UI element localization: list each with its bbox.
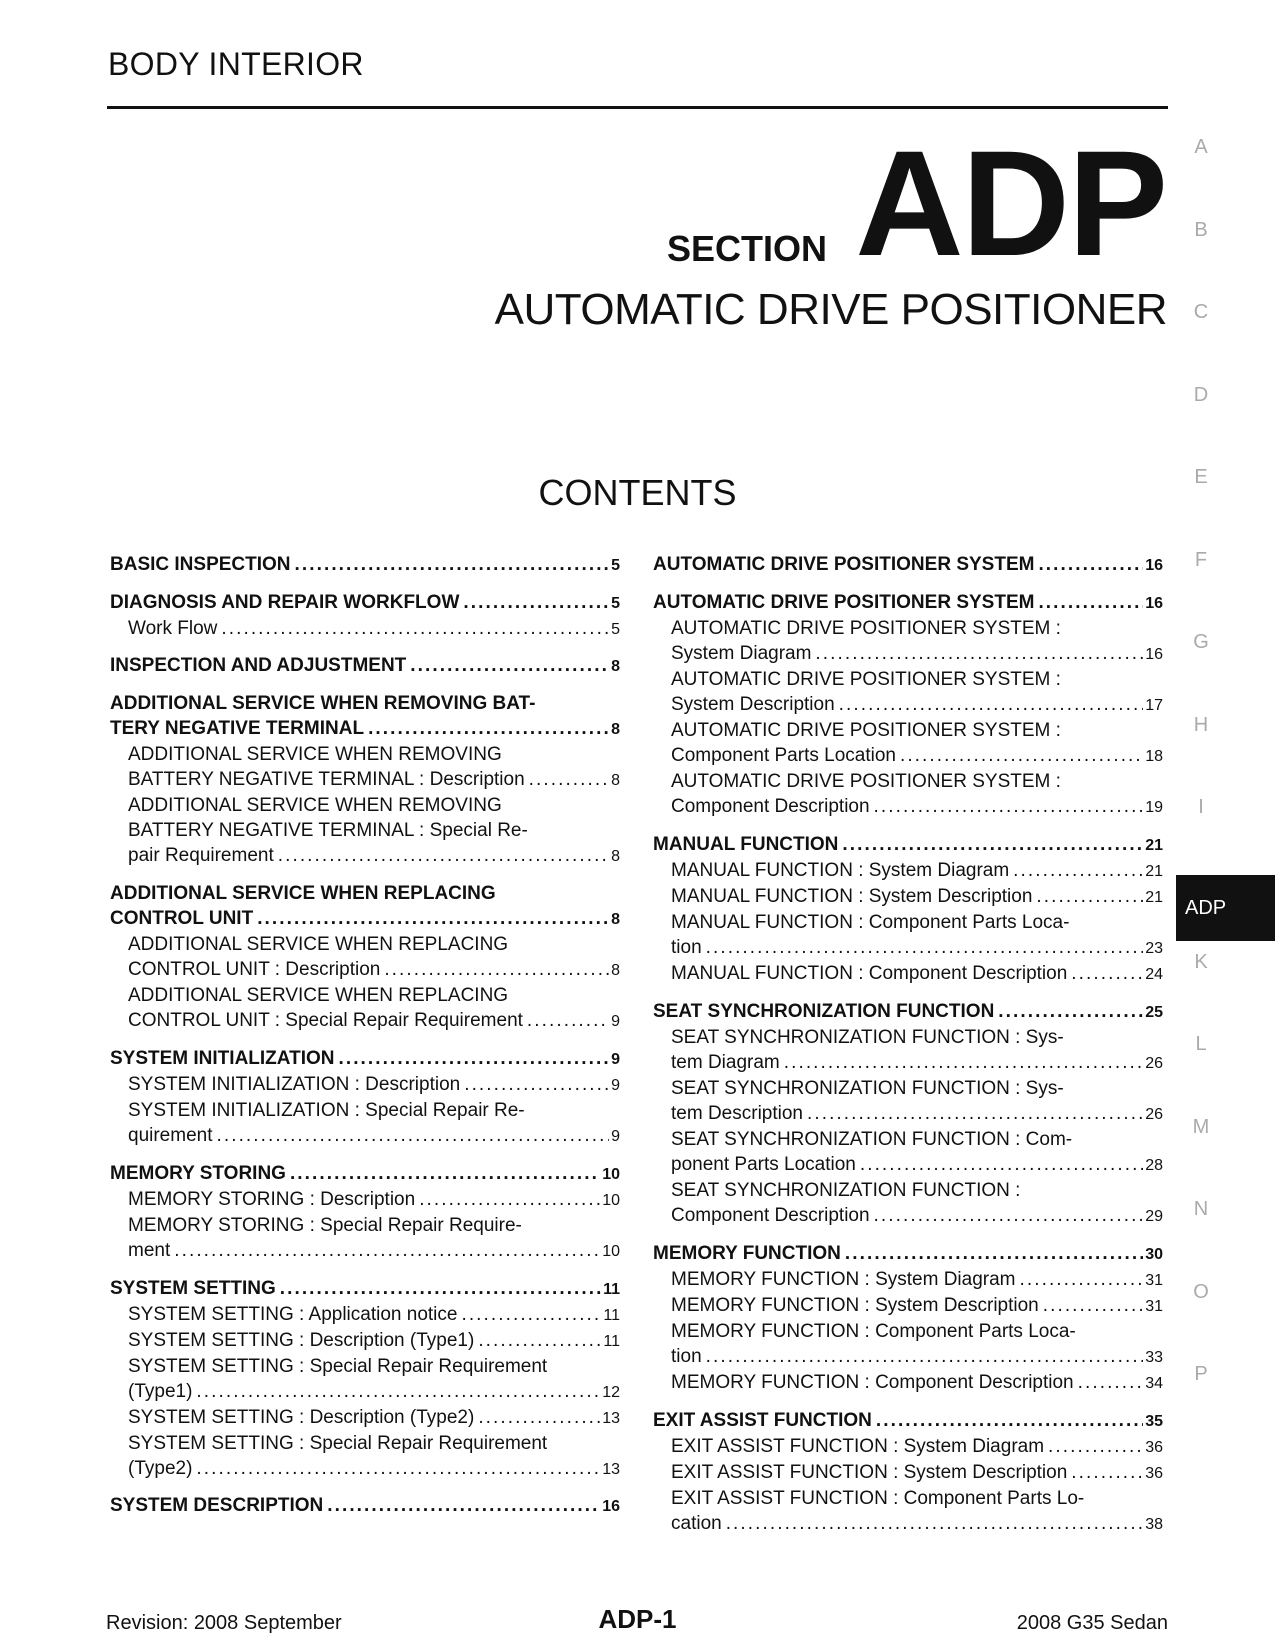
toc-entry[interactable]: [110, 616, 620, 642]
toc-entry-row: [671, 692, 1163, 718]
dot-leader: [334, 1046, 609, 1071]
toc-entry-text: SYSTEM DESCRIPTION: [110, 1495, 324, 1516]
toc-entry-text: SYSTEM SETTING : Description (Type1): [128, 1330, 475, 1351]
toc-entry-text: tem Description: [671, 1103, 803, 1124]
toc-entry-row: [671, 961, 1163, 987]
dot-leader: [870, 1203, 1144, 1228]
toc-entry[interactable]: [110, 742, 620, 793]
toc-entry-text: ADDITIONAL SERVICE WHEN REMOVING BAT-: [110, 693, 536, 714]
toc-page-number: 23: [1145, 940, 1163, 957]
toc-entry-text: SYSTEM SETTING : Special Repair Requirement: [128, 1433, 548, 1454]
toc-entry-text: MEMORY FUNCTION : Component Description: [671, 1372, 1074, 1393]
toc-entry[interactable]: [653, 1319, 1163, 1370]
toc-entry-text: SYSTEM INITIALIZATION : Description: [128, 1074, 461, 1095]
dot-leader: [274, 843, 609, 868]
toc-entry-row: [671, 1460, 1163, 1486]
toc-page-number: 10: [602, 1166, 620, 1183]
toc-entry-row: [128, 1328, 620, 1354]
toc-page-number: 18: [1145, 748, 1163, 765]
toc-entry-row: [128, 767, 620, 793]
toc-entry-row: [128, 1187, 620, 1213]
toc-entry[interactable]: [110, 1405, 620, 1431]
toc-entry-text: Component Parts Location: [671, 745, 896, 766]
toc-entry[interactable]: [110, 1046, 620, 1072]
toc-page-number: 13: [602, 1410, 620, 1427]
toc-entry-row: [110, 1493, 620, 1519]
section-tab-f[interactable]: F: [1194, 548, 1208, 571]
toc-entry-text: (Type1): [128, 1381, 193, 1402]
toc-entry-text: MANUAL FUNCTION : Component Description: [671, 963, 1068, 984]
dot-leader: [1044, 1434, 1143, 1459]
section-code: ADP: [855, 119, 1166, 287]
dot-leader: [474, 1405, 600, 1430]
section-tab-p[interactable]: P: [1194, 1363, 1208, 1385]
toc-entry[interactable]: [653, 1178, 1163, 1229]
section-tab-a[interactable]: A: [1194, 136, 1208, 158]
toc-entry-text: AUTOMATIC DRIVE POSITIONER SYSTEM :: [671, 669, 1061, 690]
toc-page-number: 29: [1145, 1208, 1163, 1225]
toc-entry-row: [653, 1241, 1163, 1267]
toc-entry-row: [110, 906, 620, 932]
toc-entry[interactable]: [653, 1434, 1163, 1460]
dot-leader: [896, 743, 1143, 768]
section-tab-d[interactable]: D: [1193, 383, 1209, 406]
toc-entry-row: [110, 1276, 620, 1302]
toc-entry[interactable]: [110, 1161, 620, 1187]
toc-page-number: 12: [602, 1384, 620, 1401]
toc-entry-row: [110, 653, 620, 679]
toc-entry[interactable]: [653, 832, 1163, 858]
toc-entry[interactable]: [653, 1267, 1163, 1293]
toc-entry-text: EXIT ASSIST FUNCTION: [653, 1410, 872, 1431]
dot-leader: [525, 767, 609, 792]
dot-leader: [415, 1187, 600, 1212]
dot-leader: [870, 794, 1144, 819]
dot-leader: [286, 1161, 600, 1186]
toc-entry-text: (Type2): [128, 1458, 193, 1479]
toc-entry-text: MANUAL FUNCTION: [653, 834, 839, 855]
dot-leader: [835, 692, 1144, 717]
toc-page-number: 10: [602, 1192, 620, 1209]
dot-leader: [192, 1379, 600, 1404]
toc-page-number: 9: [611, 1077, 620, 1094]
toc-entry-text: MEMORY FUNCTION : Component Parts Loca-: [671, 1321, 1076, 1342]
dot-leader: [213, 1123, 610, 1148]
toc-entry-text: ment: [128, 1240, 171, 1261]
toc-entry[interactable]: [653, 1408, 1163, 1434]
toc-entry-text: DIAGNOSIS AND REPAIR WORKFLOW: [110, 592, 460, 613]
toc-page-number: 11: [603, 1281, 620, 1298]
toc-entry[interactable]: [110, 881, 620, 932]
header-title: BODY INTERIOR: [108, 46, 364, 82]
toc-page-number: 35: [1145, 1413, 1163, 1430]
toc-entry-row: [671, 1101, 1163, 1127]
dot-leader: [323, 1493, 600, 1518]
section-tab-b[interactable]: B: [1194, 218, 1208, 241]
section-tab-h[interactable]: H: [1193, 713, 1209, 736]
dot-leader: [459, 590, 609, 615]
toc-page-number: 25: [1145, 1004, 1163, 1021]
toc-entry[interactable]: [653, 1486, 1163, 1537]
toc-page-number: 8: [611, 772, 620, 789]
toc-entry-text: ADDITIONAL SERVICE WHEN REPLACING: [128, 985, 509, 1006]
toc-entry-row: [653, 999, 1163, 1025]
section-tab-g[interactable]: G: [1193, 631, 1209, 653]
toc-entry-text: CONTROL UNIT: [110, 908, 254, 929]
toc-entry[interactable]: [110, 1328, 620, 1354]
toc-entry-text: tion: [671, 1346, 702, 1367]
toc-entry-text: AUTOMATIC DRIVE POSITIONER SYSTEM :: [671, 771, 1061, 792]
toc-page-number: 26: [1145, 1055, 1163, 1072]
toc-page-number: 8: [611, 721, 620, 738]
footer-model: 2008 G35 Sedan: [1016, 1612, 1168, 1634]
toc-page-number: 31: [1145, 1272, 1163, 1289]
toc-entry-row: [128, 1072, 620, 1098]
dot-leader: [457, 1302, 601, 1327]
toc-entry-row: [653, 1408, 1163, 1434]
section-tab-e[interactable]: E: [1194, 466, 1208, 488]
toc-entry-text: BATTERY NEGATIVE TERMINAL : Description: [128, 769, 525, 790]
dot-leader: [838, 832, 1143, 857]
toc-page-number: 28: [1145, 1157, 1163, 1174]
toc-left-column: [110, 552, 620, 1519]
toc-entry-text: SEAT SYNCHRONIZATION FUNCTION : Sys-: [671, 1078, 1064, 1099]
toc-page-number: 16: [1145, 557, 1163, 574]
toc-entry-text: CONTROL UNIT : Description: [128, 959, 381, 980]
dot-leader: [1067, 961, 1143, 986]
dot-leader: [702, 1344, 1144, 1369]
toc-entry-row: [671, 935, 1163, 961]
toc-page-number: 16: [602, 1498, 620, 1515]
toc-entry-text: ADDITIONAL SERVICE WHEN REPLACING: [110, 883, 496, 904]
toc-page-number: 24: [1145, 966, 1163, 983]
toc-entry[interactable]: [653, 769, 1163, 820]
dot-leader: [1034, 590, 1143, 615]
toc-page-number: 21: [1145, 889, 1163, 906]
dot-leader: [994, 999, 1143, 1024]
dot-leader: [1009, 858, 1143, 883]
toc-entry-row: [671, 858, 1163, 884]
toc-entry[interactable]: [110, 1354, 620, 1405]
toc-entry-text: MEMORY FUNCTION: [653, 1243, 841, 1264]
toc-entry-row: [671, 884, 1163, 910]
contents-title: CONTENTS: [538, 472, 737, 513]
toc-entry-row: [671, 641, 1163, 667]
toc-page-number: 11: [603, 1333, 620, 1350]
toc-entry-text: EXIT ASSIST FUNCTION : System Diagram: [671, 1436, 1045, 1457]
section-tab-k[interactable]: K: [1194, 950, 1208, 973]
section-name: AUTOMATIC DRIVE POSITIONER: [494, 285, 1167, 334]
dot-leader: [872, 1408, 1143, 1433]
toc-entry-row: [110, 590, 620, 616]
toc-entry-text: SEAT SYNCHRONIZATION FUNCTION : Com-: [671, 1129, 1073, 1150]
toc-entry-text: CONTROL UNIT : Special Repair Requirement: [128, 1010, 523, 1031]
toc-entry-text: AUTOMATIC DRIVE POSITIONER SYSTEM: [653, 592, 1035, 613]
toc-entry-row: [128, 1238, 620, 1264]
toc-page-number: 17: [1145, 697, 1163, 714]
dot-leader: [217, 616, 609, 641]
toc-entry-text: AUTOMATIC DRIVE POSITIONER SYSTEM :: [671, 720, 1061, 741]
toc-page-number: 19: [1145, 799, 1163, 816]
dot-leader: [1074, 1370, 1144, 1395]
dot-leader: [192, 1456, 600, 1481]
section-tab-i[interactable]: I: [1198, 796, 1204, 818]
toc-page-number: 5: [611, 595, 620, 612]
toc-page-number: 11: [603, 1307, 620, 1324]
toc-entry[interactable]: [653, 1025, 1163, 1076]
toc-entry-text: cation: [671, 1513, 722, 1534]
toc-entry[interactable]: [110, 983, 620, 1034]
toc-entry[interactable]: [653, 1370, 1163, 1396]
toc-entry-text: MEMORY STORING : Special Repair Require-: [128, 1215, 522, 1236]
footer-revision: Revision: 2008 September: [106, 1612, 342, 1634]
toc-entry-row: [671, 1511, 1163, 1537]
toc-entry-row: [128, 1456, 620, 1482]
toc-entry-text: MANUAL FUNCTION : System Diagram: [671, 860, 1010, 881]
toc-entry-row: [671, 1203, 1163, 1229]
dot-leader: [811, 641, 1143, 666]
toc-entry[interactable]: [653, 616, 1163, 667]
toc-page-number: 5: [611, 557, 620, 574]
dot-leader: [841, 1241, 1143, 1266]
section-tab-o[interactable]: O: [1193, 1280, 1209, 1303]
toc-entry[interactable]: [110, 1493, 620, 1519]
toc-entry-text: AUTOMATIC DRIVE POSITIONER SYSTEM: [653, 554, 1035, 575]
section-tab-m[interactable]: M: [1192, 1115, 1210, 1138]
toc-entry-text: quirement: [128, 1125, 213, 1146]
toc-entry-row: [671, 1434, 1163, 1460]
toc-entry-row: [653, 590, 1163, 616]
toc-entry-text: SYSTEM SETTING : Special Repair Requirement: [128, 1356, 548, 1377]
toc-page-number: 8: [611, 911, 620, 928]
footer-page-id: ADP-1: [598, 1604, 677, 1634]
toc-entry-row: [128, 1008, 620, 1034]
toc-page-number: 21: [1145, 863, 1163, 880]
toc-entry-row: [671, 1293, 1163, 1319]
toc-entry-text: BATTERY NEGATIVE TERMINAL : Special Re-: [128, 820, 528, 841]
toc-entry-text: SEAT SYNCHRONIZATION FUNCTION :: [671, 1180, 1021, 1201]
toc-entry-row: [671, 794, 1163, 820]
toc-entry[interactable]: [110, 1302, 620, 1328]
toc-entry-text: tem Diagram: [671, 1052, 780, 1073]
toc-entry-text: System Description: [671, 694, 835, 715]
toc-entry[interactable]: [653, 718, 1163, 769]
toc-entry[interactable]: [653, 858, 1163, 884]
toc-page-number: 9: [611, 1051, 620, 1068]
toc-page-number: 10: [602, 1243, 620, 1260]
toc-entry-text: MEMORY FUNCTION : System Description: [671, 1295, 1039, 1316]
toc-entry[interactable]: [653, 999, 1163, 1025]
toc-page-number: 5: [611, 621, 620, 638]
toc-entry[interactable]: [110, 1098, 620, 1149]
toc-page-number: 30: [1145, 1246, 1163, 1263]
toc-entry[interactable]: [653, 910, 1163, 961]
toc-page-number: 33: [1145, 1349, 1163, 1366]
dot-leader: [856, 1152, 1143, 1177]
toc-entry[interactable]: [653, 667, 1163, 718]
toc-page-number: 16: [1145, 646, 1163, 663]
dot-leader: [1067, 1460, 1143, 1485]
toc-entry-text: MANUAL FUNCTION : System Description: [671, 886, 1033, 907]
toc-entry-row: [653, 832, 1163, 858]
toc-entry-row: [110, 1046, 620, 1072]
toc-entry-text: pair Requirement: [128, 845, 274, 866]
toc-entry[interactable]: [110, 793, 620, 869]
dot-leader: [1039, 1293, 1143, 1318]
dot-leader: [722, 1511, 1144, 1536]
toc-entry[interactable]: [110, 691, 620, 742]
toc-page-number: 36: [1145, 1465, 1163, 1482]
toc-entry-text: INSPECTION AND ADJUSTMENT: [110, 655, 407, 676]
section-tab-c[interactable]: C: [1193, 301, 1209, 323]
dot-leader: [523, 1008, 609, 1033]
toc-entry[interactable]: [110, 1072, 620, 1098]
toc-entry-text: Component Description: [671, 1205, 870, 1226]
toc-entry-row: [671, 743, 1163, 769]
toc-entry-text: SYSTEM SETTING : Description (Type2): [128, 1407, 475, 1428]
toc-entry[interactable]: [653, 1241, 1163, 1267]
toc-entry-text: MEMORY STORING : Description: [128, 1189, 416, 1210]
toc-entry-row: [671, 1050, 1163, 1076]
dot-leader: [702, 935, 1144, 960]
toc-entry-row: [671, 1267, 1163, 1293]
toc-entry[interactable]: [110, 590, 620, 616]
toc-page-number: 36: [1145, 1439, 1163, 1456]
toc-entry[interactable]: [653, 552, 1163, 578]
toc-entry-text: ADDITIONAL SERVICE WHEN REMOVING: [128, 744, 502, 765]
dot-leader: [1034, 552, 1143, 577]
toc-entry-text: System Diagram: [671, 643, 812, 664]
section-tab-n[interactable]: N: [1193, 1198, 1209, 1220]
toc-entry-text: SYSTEM SETTING: [110, 1278, 276, 1299]
toc-entry[interactable]: [110, 1187, 620, 1213]
toc-entry-text: AUTOMATIC DRIVE POSITIONER SYSTEM :: [671, 618, 1061, 639]
toc-entry-text: SYSTEM INITIALIZATION: [110, 1048, 335, 1069]
dot-leader: [474, 1328, 601, 1353]
toc-entry-text: TERY NEGATIVE TERMINAL: [110, 718, 365, 739]
toc-page-number: 8: [611, 848, 620, 865]
toc-entry[interactable]: [110, 1431, 620, 1482]
toc-page-number: 21: [1145, 837, 1163, 854]
toc-entry-text: MANUAL FUNCTION : Component Parts Loca-: [671, 912, 1070, 933]
toc-page-number: 16: [1145, 595, 1163, 612]
toc-entry[interactable]: [110, 1276, 620, 1302]
toc-entry-text: SEAT SYNCHRONIZATION FUNCTION: [653, 1001, 995, 1022]
toc-page-number: 8: [611, 962, 620, 979]
dot-leader: [1016, 1267, 1144, 1292]
toc-entry-row: [671, 1152, 1163, 1178]
toc-entry[interactable]: [653, 1460, 1163, 1486]
toc-entry-text: SYSTEM SETTING : Application notice: [128, 1304, 458, 1325]
toc-page-number: 9: [611, 1128, 620, 1145]
toc-entry-text: ponent Parts Location: [671, 1154, 856, 1175]
toc-entry[interactable]: [653, 1127, 1163, 1178]
toc-page-number: 38: [1145, 1516, 1163, 1533]
dot-leader: [1032, 884, 1143, 909]
toc-entry-text: EXIT ASSIST FUNCTION : Component Parts Lo-: [671, 1488, 1085, 1509]
toc-entry[interactable]: [653, 961, 1163, 987]
dot-leader: [276, 1276, 601, 1301]
toc-entry-text: tion: [671, 937, 702, 958]
section-tab-adp[interactable]: ADP: [1176, 875, 1275, 941]
header-rule: [107, 106, 1168, 109]
section-label: SECTION: [666, 228, 827, 269]
dot-leader: [170, 1238, 600, 1263]
toc-entry-row: [128, 1405, 620, 1431]
toc-entry-row: [128, 1379, 620, 1405]
dot-leader: [803, 1101, 1143, 1126]
toc-entry[interactable]: [110, 653, 620, 679]
toc-entry-text: ADDITIONAL SERVICE WHEN REMOVING: [128, 795, 502, 816]
toc-entry-text: EXIT ASSIST FUNCTION : System Description: [671, 1462, 1068, 1483]
toc-page-number: 9: [611, 1013, 620, 1030]
toc-entry-row: [128, 1302, 620, 1328]
toc-entry-row: [653, 552, 1163, 578]
toc-entry-row: [671, 1370, 1163, 1396]
dot-leader: [460, 1072, 609, 1097]
toc-entry-text: ADDITIONAL SERVICE WHEN REPLACING: [128, 934, 509, 955]
toc-entry-row: [110, 552, 620, 578]
section-tab-l[interactable]: L: [1195, 1033, 1207, 1055]
toc-page-number: 13: [602, 1461, 620, 1478]
toc-entry-text: MEMORY FUNCTION : System Diagram: [671, 1269, 1016, 1290]
toc-page-number: 31: [1145, 1298, 1163, 1315]
toc-entry-row: [110, 1161, 620, 1187]
toc-entry[interactable]: [653, 1293, 1163, 1319]
toc-entry-row: [110, 716, 620, 742]
toc-entry[interactable]: [110, 1213, 620, 1264]
toc-entry-row: [671, 1344, 1163, 1370]
dot-leader: [406, 653, 609, 678]
toc-entry-text: SYSTEM INITIALIZATION : Special Repair Re-: [128, 1100, 525, 1121]
toc-entry[interactable]: [653, 1076, 1163, 1127]
toc-entry-row: [128, 843, 620, 869]
toc-entry-text: Work Flow: [128, 618, 218, 639]
toc-entry[interactable]: [110, 932, 620, 983]
dot-leader: [780, 1050, 1143, 1075]
toc-right-column: [653, 552, 1163, 1537]
dot-leader: [364, 716, 609, 741]
dot-leader: [380, 957, 609, 982]
section-index-tabs: [1176, 132, 1275, 1442]
toc-page-number: 26: [1145, 1106, 1163, 1123]
toc-entry-row: [128, 1123, 620, 1149]
toc-page-number: 34: [1145, 1375, 1163, 1392]
toc-page-number: 8: [611, 658, 620, 675]
toc-entry-text: MEMORY STORING: [110, 1163, 286, 1184]
toc-entry-text: SEAT SYNCHRONIZATION FUNCTION : Sys-: [671, 1027, 1064, 1048]
toc-entry[interactable]: [653, 590, 1163, 616]
toc-entry-row: [128, 616, 620, 642]
toc-entry-text: Component Description: [671, 796, 870, 817]
toc-entry-row: [128, 957, 620, 983]
dot-leader: [291, 552, 610, 577]
toc-entry-text: BASIC INSPECTION: [110, 554, 291, 575]
toc-entry[interactable]: [653, 884, 1163, 910]
toc-entry[interactable]: [110, 552, 620, 578]
dot-leader: [253, 906, 609, 931]
